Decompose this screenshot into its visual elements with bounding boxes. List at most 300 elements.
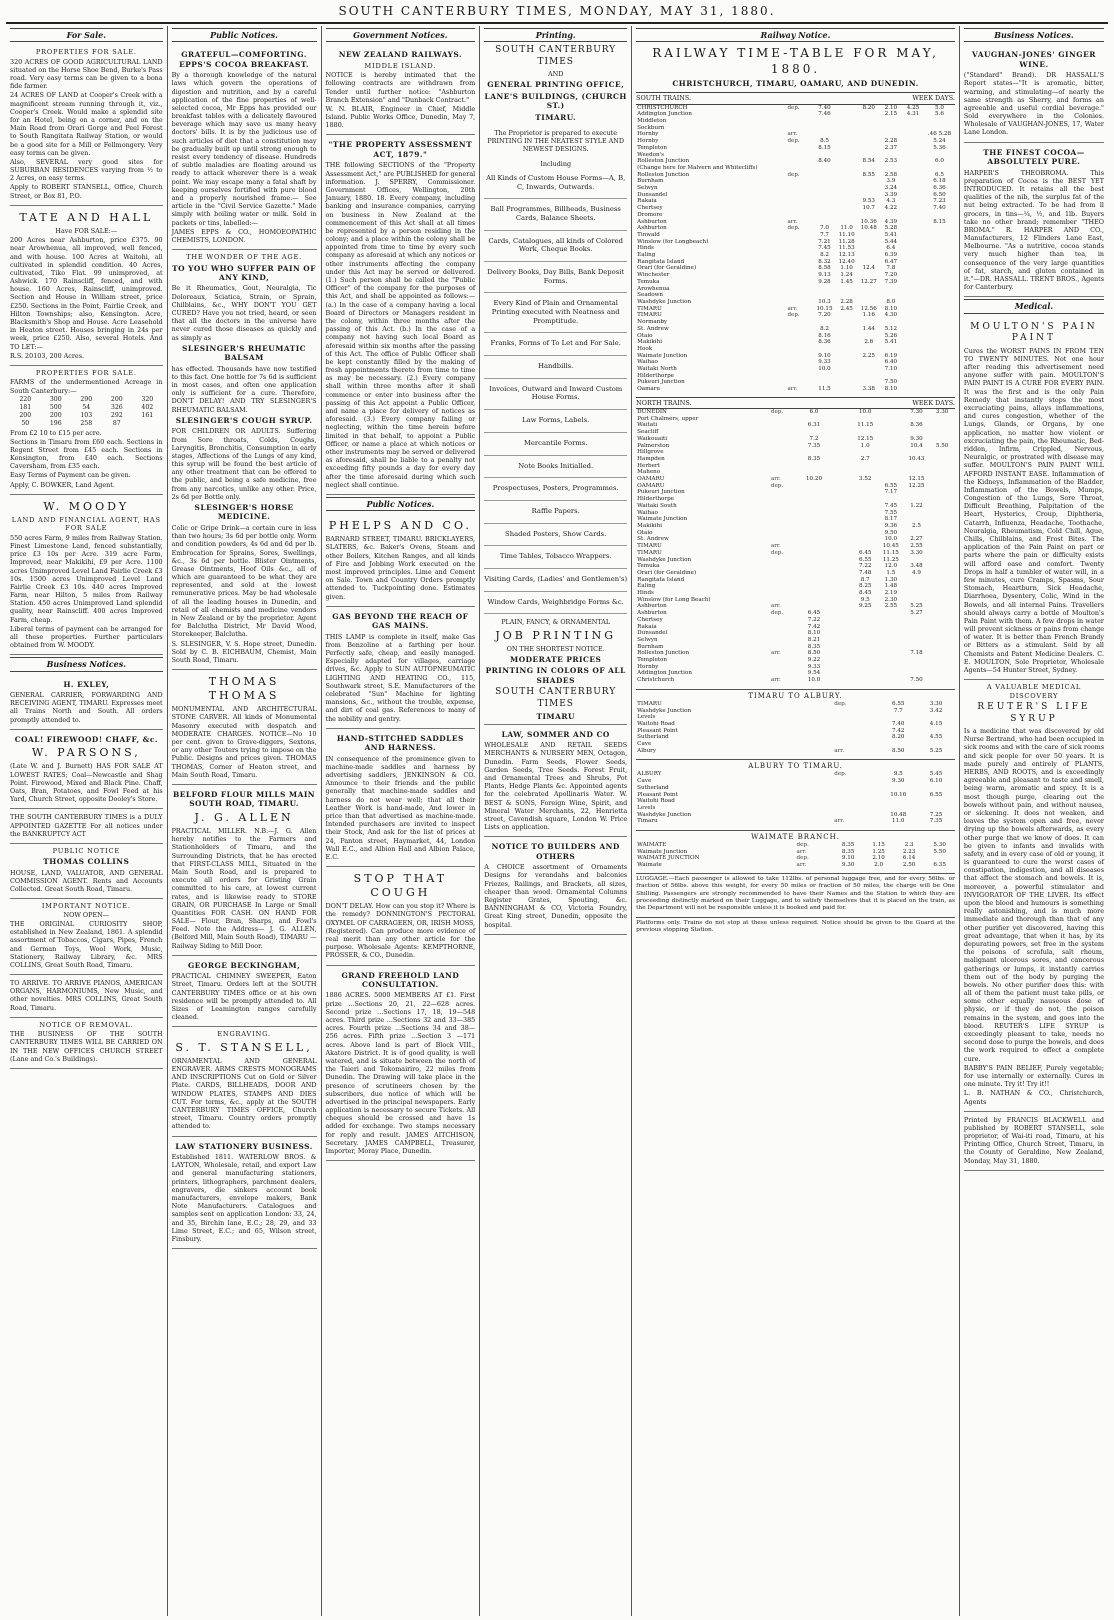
train-time: 9.5 [860,596,870,603]
timetable-row [636,516,955,523]
timetable-row [636,118,955,125]
timetable-row [636,252,955,259]
printing-office: GENERAL PRINTING OFFICE, [487,80,625,90]
ad-title: PROPERTIES FOR SALE. [35,368,137,377]
train-time [827,536,853,543]
station-name: Selwyn [637,636,658,643]
train-time: 9.53 [862,198,875,205]
train-time [827,650,853,657]
timetable-row [636,416,955,423]
train-time [858,272,880,279]
train-time [904,644,930,651]
train-time: 7.46 [818,111,831,118]
station-name: Washdyke Junction [637,707,692,714]
train-time [878,456,904,463]
arr-dep: arr. [770,603,781,610]
train-time [827,436,853,443]
train-time [902,118,924,125]
arr-dep [786,279,813,286]
train-time [852,496,878,503]
printing-title-2: SOUTH CANTERBURY TIMES [495,687,617,709]
train-time [904,597,930,604]
ad-title: W. PARSONS, [31,746,141,760]
train-time [836,192,858,199]
timetable-row [636,265,955,272]
train-time [902,225,924,232]
station-name: Christchurch [637,677,675,684]
station-name: Waimate Junction [637,848,688,855]
train-time [929,476,955,483]
ad-text: THE SOUTH CANTERBURY TIMES is a DULY APPOINTED GAZETTE For all notices under the BANKRUPTCY ACT [10,813,163,838]
train-time: 9.25 [858,603,872,610]
table-cell: 290 [80,395,93,403]
timetable-row [636,577,955,584]
train-time [858,252,880,259]
train-time [827,429,853,436]
station-name: Ealing [637,583,656,590]
train-time [902,138,924,145]
timetable-row [636,272,955,279]
arr-dep [786,125,813,132]
station-name: Levels [637,804,656,811]
timetable-row [636,185,955,192]
train-time: 6.55 [884,482,898,489]
station-name: Winslow (for Longbeach) [637,238,709,245]
timetable-row [636,748,955,755]
train-time [904,664,930,671]
train-time: 1.48 [884,583,898,590]
printing-address: LANE'S BUILDINGS, (CHURCH ST.) [484,91,627,111]
train-time [917,805,955,812]
train-time [852,516,878,523]
arr-dep: dep. [796,841,809,848]
timetable-row [636,812,955,819]
arr-dep [786,359,813,366]
ad-gas-lamp [326,607,476,729]
train-time [902,152,924,159]
printing-title: SOUTH CANTERBURY TIMES [495,45,617,67]
ad-title: BELFORD FLOUR MILLS MAIN SOUTH ROAD, TIMARU. [173,789,316,809]
train-time [879,741,917,748]
station-name: Tinwald [637,231,660,238]
train-time [836,292,858,299]
timetable-row [636,530,955,537]
station-name: Hinds [637,590,654,597]
station-name: Rolleston Junction [637,158,690,165]
ad-title: THE WONDER OF THE AGE. [186,253,302,262]
train-time [813,373,835,380]
train-time: 2.0 [874,862,884,869]
ad-bowker-properties [10,366,163,495]
timetable-row [636,489,955,496]
ad-subtitle: A VALUABLE MEDICAL DISCOVERY [986,683,1082,700]
station-name: Addington Junction [637,670,692,677]
table-cell: 220 [19,395,32,403]
station-name: Albury [637,747,657,754]
train-time: 3.9 [886,178,896,185]
train-time [878,630,904,637]
train-time [904,670,930,677]
train-time: 10.36 [860,218,877,225]
train-time [801,557,827,564]
ad-title: PROPERTIES FOR SALE. [35,48,137,57]
train-time [902,172,924,179]
station-name: OAMARU [637,482,665,489]
train-time [904,590,930,597]
train-time [878,429,904,436]
train-time [813,131,835,138]
train-time: 10.7 [862,205,875,212]
section-public-notices: Public Notices. [326,497,476,511]
train-time [852,429,878,436]
train-time: 1.0 [860,442,870,449]
printing-items [484,168,627,615]
timetable-row [636,644,955,651]
train-time [858,152,880,159]
timetable-row [636,785,955,792]
train-time [902,178,924,185]
station-name: Palmerston [637,442,670,449]
train-time [902,205,924,212]
train-time: 10.0 [818,366,831,373]
station-name: Waimate Junction [637,352,688,359]
station-name: Winchester [637,272,670,279]
station-name: TIMARU [637,312,662,319]
table-cell: 196 [49,419,62,427]
train-time: 3.52 [858,476,872,483]
timetable-row [636,503,955,510]
train-time: 5.45 [929,771,943,778]
train-time: 11.53 [838,245,855,252]
train-time [917,798,955,805]
station-name: Oamaru [637,386,661,393]
train-time: 5.30 [933,841,946,848]
timetable-row [636,842,955,849]
train-time: 9.36 [884,522,898,529]
train-time: 3.30 [910,549,923,556]
timetable-row [636,483,955,490]
ad-text: Be it Rheumatics, Gout, Neuralgia, Tic Doloreaux, Sciatica, Strain, or Sprain, Chilblains, &c., WHY DON'T YOU GET CURED? Have you not tried, heard, or seen that all the doctors in the universe have never cured those diseases as quickly and as simply as [171,284,317,342]
train-time: 12.4 [862,265,875,272]
ad-builders [484,837,627,934]
station-name: Ashburton [637,610,667,617]
timetable-row [636,792,955,799]
train-time [827,550,853,557]
station-name: Cave [637,741,652,748]
timetable-row [636,212,955,219]
train-time: 4.9 [912,569,921,576]
train-time [836,319,858,326]
train-time [902,245,924,252]
ad-parsons [10,730,163,809]
timetable-row [636,862,955,869]
train-time [858,292,880,299]
train-time [827,644,853,651]
arr-dep [833,812,879,819]
train-time [858,125,880,132]
section-railway-notice: Railway Notice. [636,28,955,42]
timetable-row [636,312,955,319]
ad-title: SLESINGER'S RHEUMATIC BALSAM [182,343,307,363]
timetable-row [636,617,955,624]
ad-title: IMPORTANT NOTICE. [41,902,131,911]
train-time [902,259,924,266]
ad-moulton [964,317,1104,681]
list-item: Visiting Cards, (Ladies' and Gentlemen's) [484,569,627,592]
ad-title: THOMAS COLLINS [43,857,130,867]
train-time: 7.8 [886,265,896,272]
printing-town: TIMARU. [535,112,577,122]
timetable-row [636,771,955,778]
arr-dep [786,239,813,246]
train-time [929,469,955,476]
arr-dep [770,429,801,436]
train-time: 7.50 [884,379,898,386]
train-time [827,469,853,476]
ad-text: From £2 10 to £15 per acre. [10,428,102,437]
ad-signature: L. B. NATHAN & CO., Christchurch, Agents [963,1089,1104,1106]
train-time [924,152,955,159]
station-name: Waitohi Road [637,720,675,727]
train-time [836,158,858,165]
column-6 [960,26,1108,1616]
train-time [801,489,827,496]
train-time [836,152,858,159]
train-time [858,145,880,152]
train-time [852,416,878,423]
train-time [801,523,827,530]
train-time [827,577,853,584]
ad-text: PRACTICAL MILLER. N.B.—J. G. Allen hereby notifies to the Farmers and Stationholders of Timaru, and the Surrounding Districts, that he has erected that FIRST-CLASS MILL, Situated in the Main South Road, and is prepared to execute all orders for Gristing Grain committed to his care, at lowest current rates, and is likewise ready to STORE GRAIN, OR PURCHASE In Large or Small Quantities FOR CASH. ON HAND FOR SALE— Flour, Bran, Sharps, and Fowl's Feed. Note the Address— J. G. ALLEN, (Belford Mill, Main South Road), TIMARU — Railway Siding to Mill Door. [171,827,317,950]
train-time [878,496,904,503]
train-time: 6.31 [807,422,821,429]
train-time [827,630,853,637]
train-time [836,366,858,373]
timetable-row [636,125,955,132]
train-time: 2.19 [884,590,898,597]
train-time [929,483,955,490]
train-time: 8.55 [862,171,875,178]
timetable-row [636,138,955,145]
train-time: 9.5 [893,771,903,778]
train-time [801,536,827,543]
station-name: Hillgrove [637,449,664,456]
train-time [880,286,902,293]
ad-title: MOULTON'S PAIN PAINT [970,321,1098,344]
train-time [902,286,924,293]
train-time [852,489,878,496]
train-time [801,469,827,476]
ad-theobroma [964,143,1104,298]
train-time [836,339,858,346]
arr-dep [786,158,813,165]
train-time [827,489,853,496]
printing-town-2: TIMARU [536,712,575,722]
train-time [924,855,955,862]
train-time [836,386,858,393]
ad-stop-cough [326,867,476,965]
train-time [813,292,835,299]
timaru-albury-title: TIMARU TO ALBURY. [636,689,955,701]
station-name: Herbert [637,462,660,469]
arr-dep [770,496,801,503]
section-printing: Printing. [484,28,627,42]
train-time [801,429,827,436]
arr-dep [833,798,879,805]
train-time [852,677,878,684]
ad-signature: W. N. BLAIR, Engineer in Chief, Middle Island. Public Works Office, Dunedin, May 7, 1880. [325,104,476,130]
station-name: St. Andrew [637,536,669,543]
train-time: 8.35 [841,841,855,848]
timetable-row [636,205,955,212]
arr-dep: dep. [787,225,800,232]
timetable-row [636,292,955,299]
arr-dep [786,346,813,353]
train-time: 5.0 [935,104,944,111]
train-time [813,212,835,219]
train-time [879,798,917,805]
train-time [917,741,955,748]
timetable-row [636,610,955,617]
list-item: Prospectuses, Posters, Programmes. [484,478,627,501]
table-cell: 103 [80,411,93,419]
ad-title: VAUGHAN-JONES' GINGER WINE. [972,50,1096,69]
ad-title: NEW ZEALAND RAILWAYS. [338,50,463,60]
timetable-row [636,449,955,456]
arr-dep: dep. [834,700,847,707]
station-name: Temuka [637,563,660,570]
train-time: 4.55 [929,734,943,741]
train-time: 7.2 [809,435,819,442]
ad-text: TO ARRIVE. TO ARRIVE PIANOS, AMERICAN ORGANS, HARMONIUMS, New Music, and other novelties. MRS COLLINS, Great South Road, Timaru. [10,979,163,1012]
ad-title: LAW, SOMMER AND CO [501,729,610,739]
train-time: 6.55 [929,791,943,798]
arr-dep [770,570,801,577]
arr-dep [833,728,879,735]
ad-text: GENERAL CARRIER, FORWARDING AND RECEIVING AGENT, TIMARU. Expresses meet all Trains North and South. All orders promptly attended to. [10,691,163,724]
train-time [852,483,878,490]
train-time: 5.50 [933,848,946,855]
timetable-row [636,373,955,380]
ad-phelps [326,514,476,607]
train-time: 2.30 [884,596,898,603]
masthead-title: SOUTH CANTERBURY TIMES, MONDAY, MAY 31, 1880. [338,4,776,18]
train-time [813,346,835,353]
train-time: 7.35 [929,818,943,825]
train-time: 10.0 [858,409,872,416]
train-time [904,530,930,537]
arr-dep [786,232,813,239]
station-name: Sockburn [637,124,665,131]
station-name: Rolleston Junction [637,650,690,657]
train-time [813,172,835,179]
timetable-row [636,741,955,748]
train-time: 9.30 [841,862,855,869]
train-time [827,624,853,631]
train-time [801,530,827,537]
train-time [878,409,904,416]
train-time [878,617,904,624]
ad-title: GRATEFUL—COMFORTING. EPPS'S COCOA BREAKFAST. [179,50,309,69]
train-time [902,131,924,138]
train-time [836,346,858,353]
train-time: 6.19 [884,352,898,359]
arr-dep [833,778,879,785]
train-time [902,319,924,326]
train-time [902,232,924,239]
column-3 [322,26,481,1616]
train-time [858,359,880,366]
train-time [878,416,904,423]
section-government-notices: Government Notices. [326,28,476,42]
train-time: 11.15 [882,549,899,556]
arr-dep [786,205,813,212]
train-time [902,125,924,132]
train-time: 5.24 [933,138,946,145]
train-time [836,198,858,205]
train-time [904,449,930,456]
station-name: Hampden [637,455,665,462]
train-time: 9.33 [818,359,831,366]
train-time: 7.30 [910,409,923,416]
arr-dep [833,721,879,728]
train-time [827,476,853,483]
timetable-row [636,279,955,286]
train-time [878,644,904,651]
train-time [813,118,835,125]
train-time: 7.40 [933,205,946,212]
arr-dep [786,379,813,386]
train-time [801,449,827,456]
ad-signature: S. SLESINGER, V. S. Hope street, Dunedin. Sold by C. B. EICHBAUM, Chemist, Main South Road, Timaru. [171,639,317,664]
list-item: Cards, Catalogues, all kinds of Colored Work, Cheque Books. [484,231,627,262]
ad-text: R.S. 20103, 200 Acres. [10,351,85,360]
train-time: 2.50 [902,862,916,869]
train-time [852,543,878,550]
train-time [813,379,835,386]
arr-dep [786,259,813,266]
train-time [836,165,858,172]
station-name: Waitaki South [637,502,677,509]
timetable-row [636,818,955,825]
arr-dep [770,422,801,429]
ad-curiosity-shop [10,899,163,975]
train-time [880,346,902,353]
train-time [836,286,858,293]
station-name: Hilderthorpe [637,372,674,379]
arr-dep [833,734,879,741]
timetable-row [636,778,955,785]
train-time [902,265,924,272]
timetable-row [636,422,955,429]
ad-title: NOTICE OF REMOVAL. [39,1020,134,1029]
train-time: 1.22 [910,502,923,509]
arr-dep: arr. [770,543,781,550]
arr-dep [833,708,879,715]
train-time [827,557,853,564]
ad-subtitle: LAND AND FINANCIAL AGENT, HAS FOR SALE [11,515,161,533]
train-time [827,637,853,644]
train-time [902,219,924,226]
train-time: 8.35 [841,848,855,855]
train-time: 7.35 [807,442,821,449]
train-time [880,212,902,219]
list-item: Every Kind of Plain and Ornamental Printing executed with Neatness and Promptitude. [484,293,627,333]
station-name: Burnham [637,643,664,650]
arr-dep [786,185,813,192]
train-time: 9.22 [807,657,821,664]
train-time: 8.5 [820,138,829,145]
